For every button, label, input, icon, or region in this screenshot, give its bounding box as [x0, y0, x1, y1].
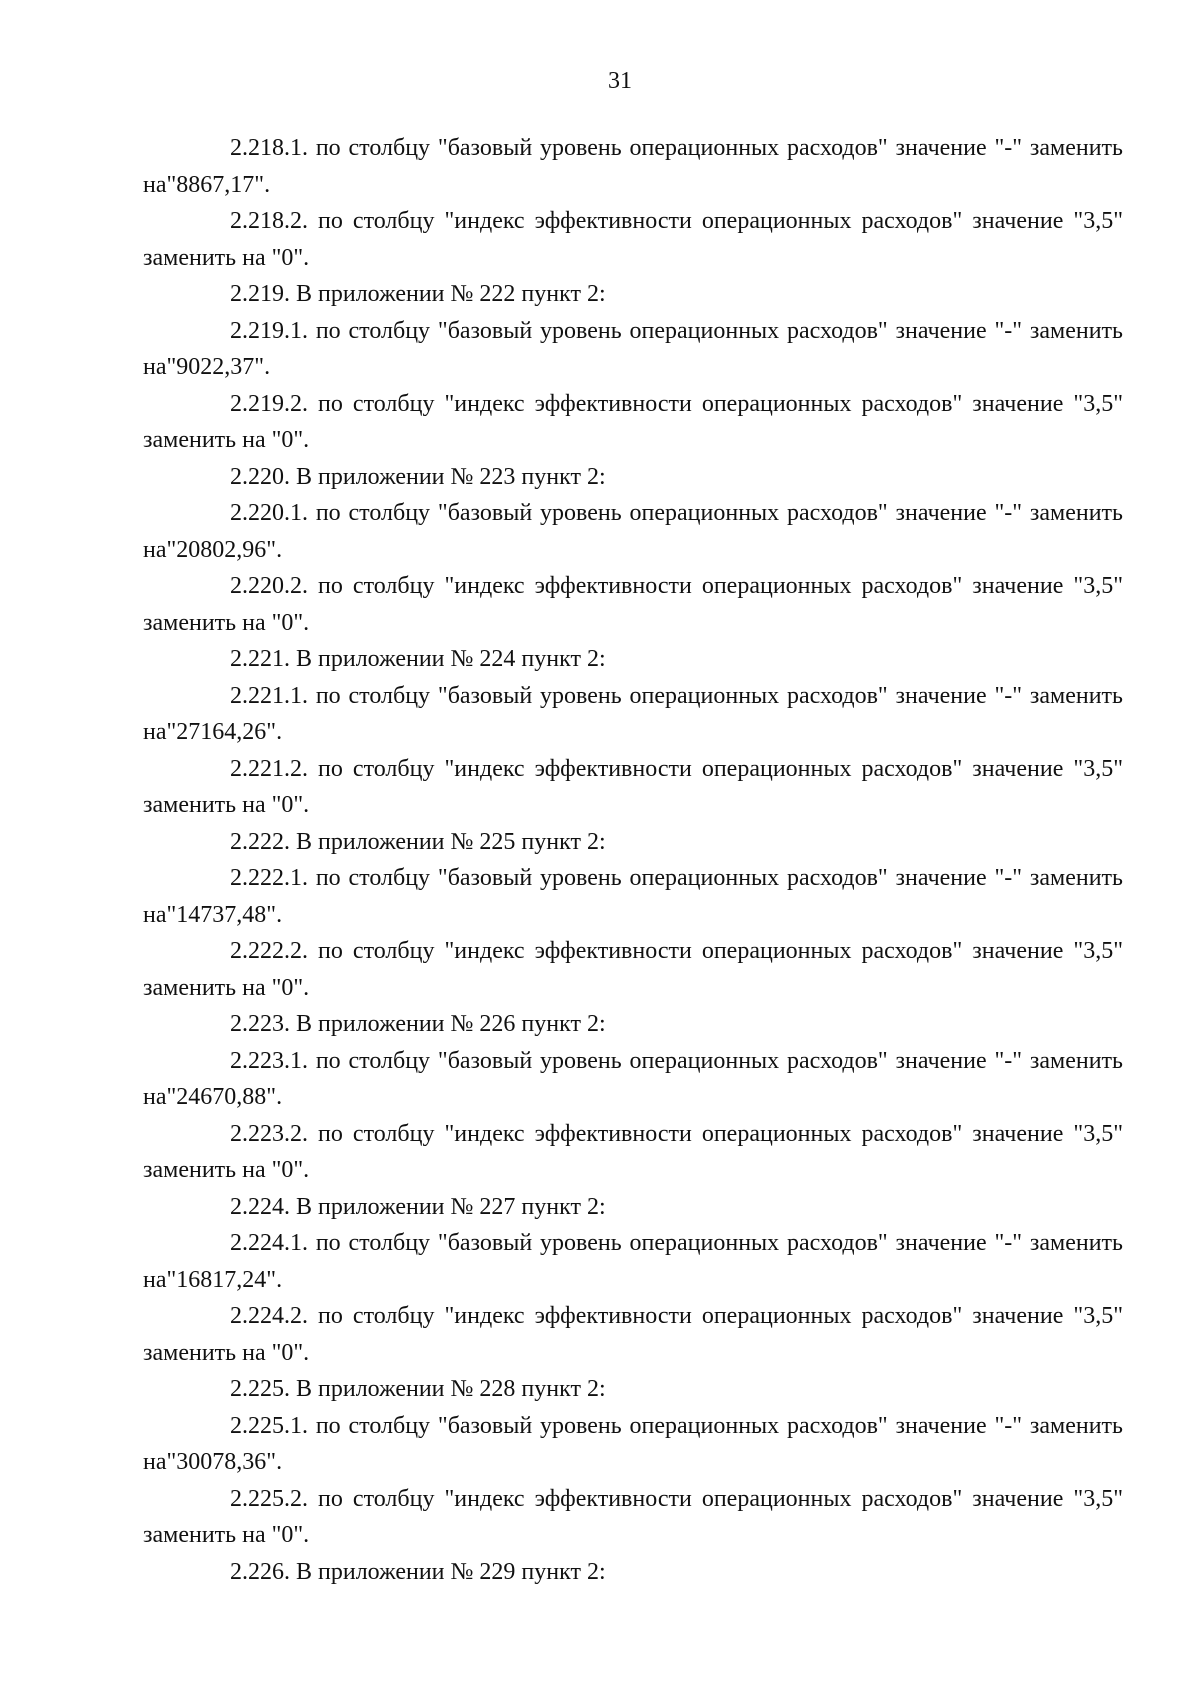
- paragraph-2-220-1: 2.220.1. по столбцу "базовый уровень операционных расходов" значение "-" заменить на"20802,96".: [143, 500, 1123, 563]
- paragraph-2-221-1: 2.221.1. по столбцу "базовый уровень операционных расходов" значение "-" заменить на"27164,26".: [143, 682, 1123, 745]
- paragraph-2-219-2: 2.219.2. по столбцу "индекс эффективности операционных расходов" значение "3,5" заменить на "0".: [143, 390, 1123, 453]
- paragraph-2-224: 2.224. В приложении № 227 пункт 2:: [230, 1193, 606, 1220]
- paragraph-2-222-2: 2.222.2. по столбцу "индекс эффективности операционных расходов" значение "3,5" заменить на "0".: [143, 938, 1123, 1001]
- paragraph-2-226: 2.226. В приложении № 229 пункт 2:: [230, 1558, 606, 1585]
- paragraph-2-224-1: 2.224.1. по столбцу "базовый уровень операционных расходов" значение "-" заменить на"16817,24".: [143, 1230, 1123, 1293]
- paragraph-2-222: 2.222. В приложении № 225 пункт 2:: [230, 828, 606, 855]
- paragraph-2-223-1: 2.223.1. по столбцу "базовый уровень операционных расходов" значение "-" заменить на"24670,88".: [143, 1047, 1123, 1110]
- paragraph-2-221-2: 2.221.2. по столбцу "индекс эффективности операционных расходов" значение "3,5" заменить на "0".: [143, 755, 1123, 818]
- paragraph-2-219-1: 2.219.1. по столбцу "базовый уровень операционных расходов" значение "-" заменить на"9022,37".: [143, 317, 1123, 380]
- paragraph-2-223: 2.223. В приложении № 226 пункт 2:: [230, 1011, 606, 1037]
- paragraph-2-225-1: 2.225.1. по столбцу "базовый уровень операционных расходов" значение "-" заменить на"30078,36".: [143, 1412, 1123, 1475]
- document-body: [143, 130, 1123, 1590]
- paragraph-2-220-2: 2.220.2. по столбцу "индекс эффективности операционных расходов" значение "3,5" заменить на "0".: [143, 573, 1123, 636]
- paragraph-2-219: 2.219. В приложении № 222 пункт 2:: [230, 281, 606, 307]
- paragraph-2-225-2: 2.225.2. по столбцу "индекс эффективности операционных расходов" значение "3,5" заменить на "0".: [143, 1485, 1123, 1548]
- paragraph-2-221: 2.221. В приложении № 224 пункт 2:: [230, 646, 606, 672]
- paragraph-2-224-2: 2.224.2. по столбцу "индекс эффективности операционных расходов" значение "3,5" заменить на "0".: [143, 1303, 1123, 1366]
- paragraph-2-220: 2.220. В приложении № 223 пункт 2:: [230, 463, 606, 490]
- paragraph-2-223-2: 2.223.2. по столбцу "индекс эффективности операционных расходов" значение "3,5" заменить на "0".: [143, 1120, 1123, 1183]
- paragraph-2-218-1: 2.218.1. по столбцу "базовый уровень операционных расходов" значение "-" заменить на"8867,17".: [143, 135, 1123, 198]
- paragraph-2-225: 2.225. В приложении № 228 пункт 2:: [230, 1376, 606, 1402]
- page-number: 31: [608, 68, 632, 94]
- paragraph-2-222-1: 2.222.1. по столбцу "базовый уровень операционных расходов" значение "-" заменить на"14737,48".: [143, 865, 1123, 928]
- paragraph-2-218-2: 2.218.2. по столбцу "индекс эффективности операционных расходов" значение "3,5" заменить на "0".: [143, 208, 1123, 271]
